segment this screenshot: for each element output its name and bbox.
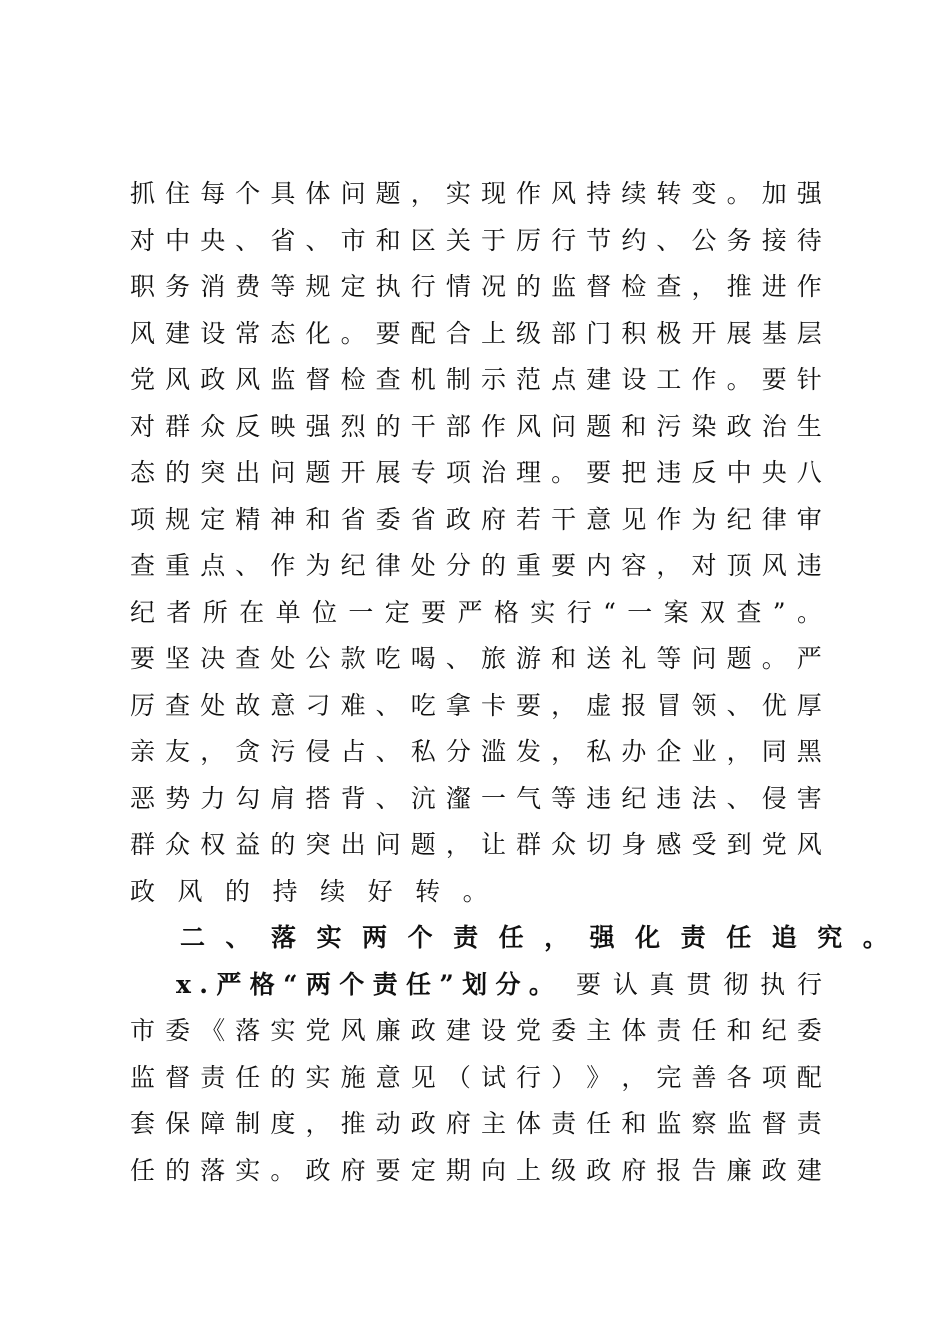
text-line: 厉 查 处 故 意 刁 难 、 吃 拿 卡 要 ， 虚 报 冒 领 、 优 厚: [130, 690, 822, 720]
text-line: 亲 友 ， 贪 污 侵 占 、 私 分 滥 发 ， 私 办 企 业 ， 同 黑: [130, 737, 822, 766]
text-line: 对 群 众 反 映 强 烈 的 干 部 作 风 问 题 和 污 染 政 治 生: [130, 411, 822, 441]
text-line: 风 建 设 常 态 化 。 要 配 合 上 级 部 门 积 极 开 展 基 层: [130, 318, 822, 348]
text-line: 党 风 政 风 监 督 检 查 机 制 示 范 点 建 设 工 作 。 要 针: [130, 365, 822, 394]
text-line: 任 的 落 实 。 政 府 要 定 期 向 上 级 政 府 报 告 廉 政 建: [130, 1155, 822, 1185]
text-line: 恶 势 力 勾 肩 搭 背 、 沆 瀣 一 气 等 违 纪 违 法 、 侵 害: [130, 783, 822, 813]
subsection-text: 要 认 真 贯 彻 执 行: [576, 969, 822, 999]
section-heading: 二 、 落 实 两 个 责 任 ， 强 化 责 任 追 究 。: [180, 923, 888, 952]
text-line: 群 众 权 益 的 突 出 问 题 ， 让 群 众 切 身 感 受 到 党 风: [130, 830, 822, 859]
text-line: 态 的 突 出 问 题 开 展 专 项 治 理 。 要 把 违 反 中 央 八: [130, 458, 822, 487]
subsection-lead: x . 严 格 “ 两 个 责 任 ” 划 分 。: [176, 969, 554, 999]
text-line: 查 重 点 、 作 为 纪 律 处 分 的 重 要 内 容 ， 对 顶 风 违: [130, 551, 822, 580]
text-line: 纪 者 所 在 单 位 一 定 要 严 格 实 行 “ 一 案 双 查 ” 。: [130, 597, 822, 627]
text-line: 政 风 的 持 续 好 转 。: [130, 876, 488, 906]
document-body: [130, 171, 888, 1194]
text-line: 监 督 责 任 的 实 施 意 见 （ 试 行 ） 》 ， 完 善 各 项 配: [130, 1062, 822, 1092]
text-line: 对 中 央 、 省 、 市 和 区 关 于 厉 行 节 约 、 公 务 接 待: [130, 225, 822, 255]
text-line: 项 规 定 精 神 和 省 委 省 政 府 若 干 意 见 作 为 纪 律 审: [130, 504, 822, 534]
text-line: 市 委 《 落 实 党 风 廉 政 建 设 党 委 主 体 责 任 和 纪 委: [130, 1016, 822, 1045]
text-line: 抓 住 每 个 具 体 问 题 ， 实 现 作 风 持 续 转 变 。 加 强: [130, 179, 822, 208]
text-line: 要 坚 决 查 处 公 款 吃 喝 、 旅 游 和 送 礼 等 问 题 。 严: [130, 644, 822, 673]
text-line: [130, 962, 822, 1009]
text-line: 职 务 消 费 等 规 定 执 行 情 况 的 监 督 检 查 ， 推 进 作: [130, 272, 822, 301]
text-line: 套 保 障 制 度 ， 推 动 政 府 主 体 责 任 和 监 察 监 督 责: [130, 1109, 822, 1138]
